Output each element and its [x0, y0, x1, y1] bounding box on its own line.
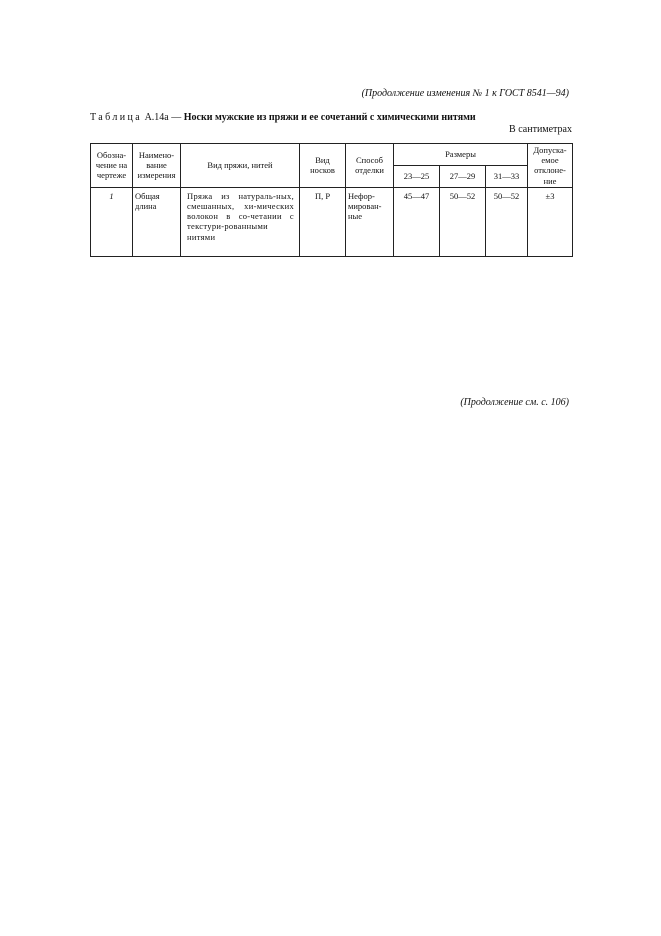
caption-title: Носки мужские из пряжи и ее сочетаний с химическими нитями: [183, 112, 476, 123]
cell-size-23-25: 45—47: [394, 187, 440, 256]
header-size-27-29: 27—29: [440, 165, 486, 187]
continuation-header: (Продолжение изменения № 1 к ГОСТ 8541—94): [361, 88, 569, 99]
cell-measurement: Общая длина: [133, 187, 181, 256]
header-sizes: Размеры: [394, 144, 528, 166]
header-finish: Способ отделки: [346, 144, 394, 188]
table-header-row: [91, 144, 573, 166]
header-tolerance: Допуска-емое отклоне-ние: [528, 144, 573, 188]
header-size-23-25: 23—25: [394, 165, 440, 187]
table-caption: [90, 112, 476, 123]
cell-size-27-29: 50—52: [440, 187, 486, 256]
continuation-footer: (Продолжение см. с. 106): [460, 397, 569, 408]
header-measurement: Наимено-вание измерения: [133, 144, 181, 188]
header-sock-type: Вид носков: [300, 144, 346, 188]
cell-tolerance: ±3: [528, 187, 573, 256]
header-yarn: Вид пряжи, нитей: [181, 144, 300, 188]
caption-number: А.14а —: [142, 112, 184, 123]
measurements-table: [90, 143, 573, 257]
caption-prefix: Таблица: [90, 112, 143, 123]
cell-size-31-33: 50—52: [486, 187, 528, 256]
cell-sock-type: П, Р: [300, 187, 346, 256]
header-designation: Обозна-чение на чертеже: [91, 144, 133, 188]
units-label: В сантиметрах: [509, 124, 572, 135]
header-size-31-33: 31—33: [486, 165, 528, 187]
cell-designation: 1: [91, 187, 133, 256]
cell-finish: Нефор-мирован-ные: [346, 187, 394, 256]
cell-yarn: Пряжа из натураль-ных, смешанных, хи-мических волокон в со-четании с текстури-рованными нитями: [181, 187, 300, 256]
table-row: [91, 187, 573, 256]
